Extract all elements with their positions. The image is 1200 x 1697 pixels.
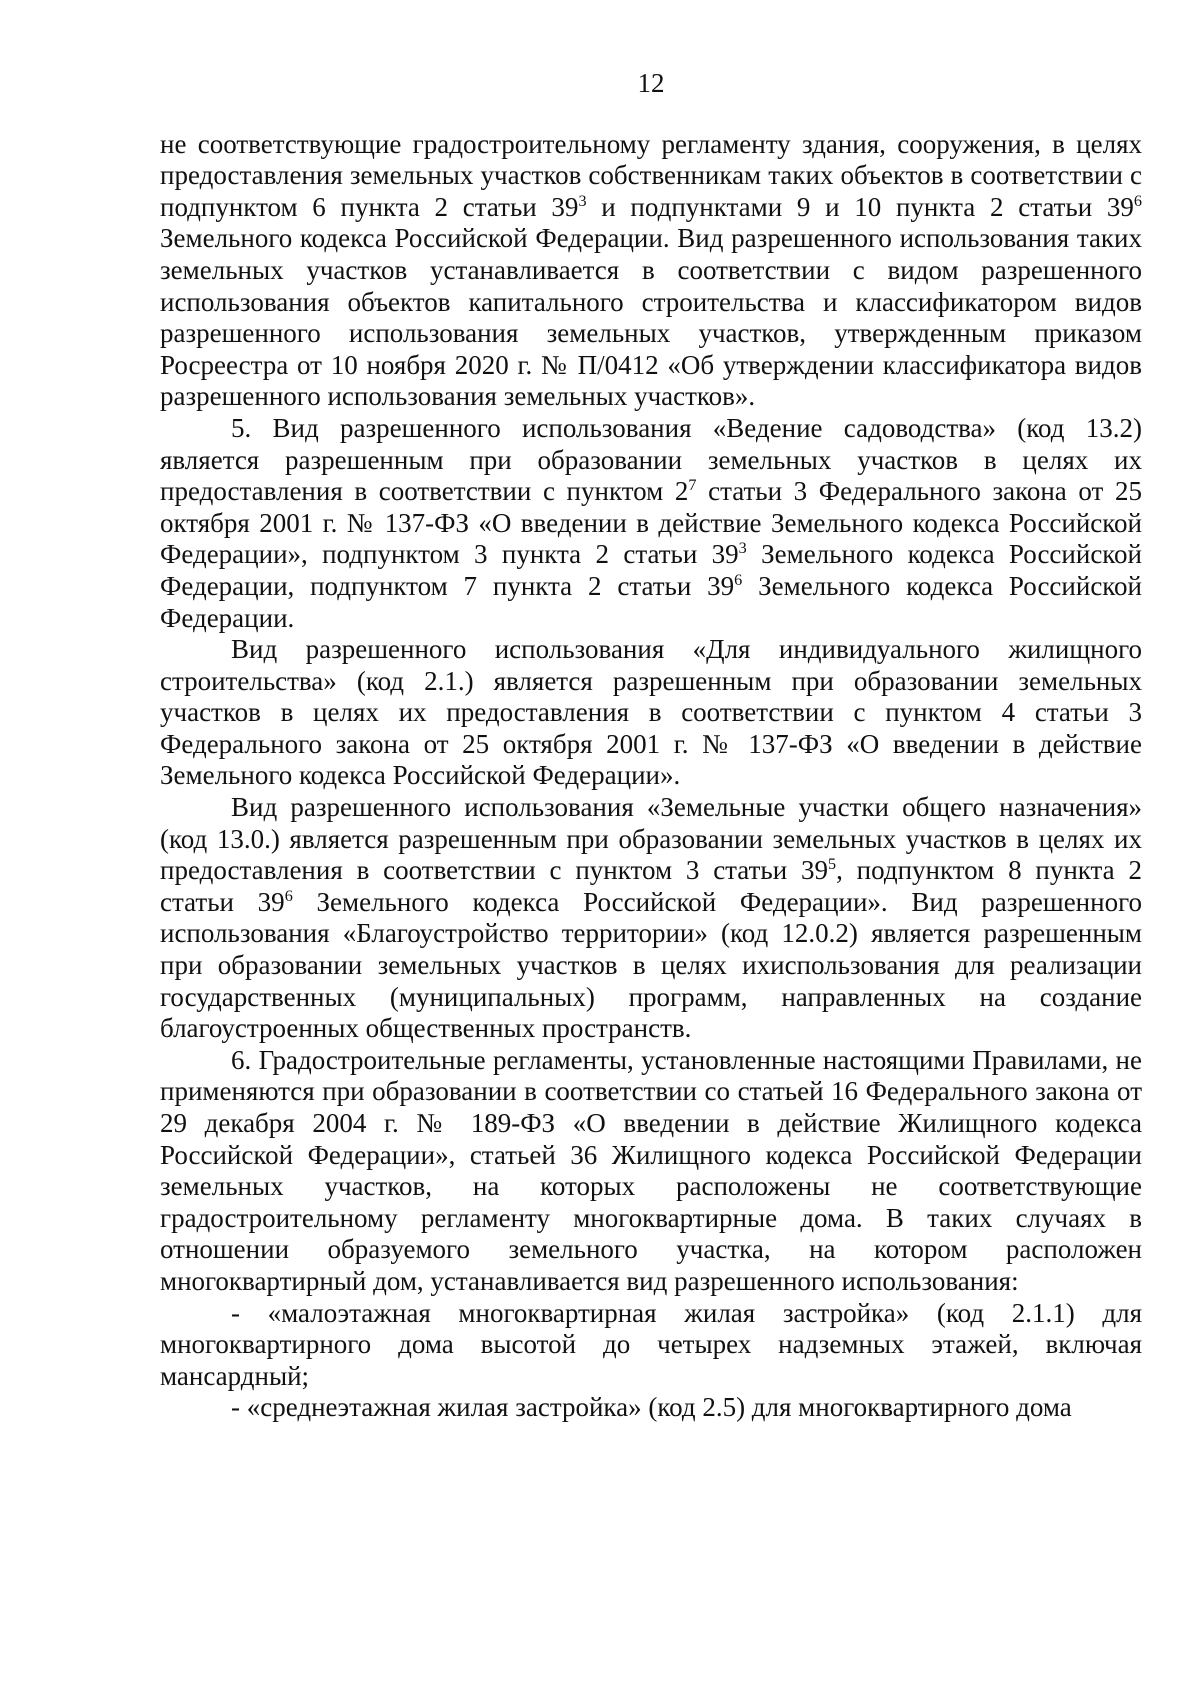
document-body <box>160 129 1142 1424</box>
text-run: - «малоэтажная многоквартирная жилая застройка» (код 2.1.1) для многоквартирного дома высотой до четырех надземных этажей, включая мансардный; <box>160 1297 1142 1391</box>
text-run: Земельного кодекса Российской Федерации. <box>160 570 1142 633</box>
paragraph-intro <box>160 129 1142 413</box>
text-run: 6. Градостроительные регламенты, установленные настоящими Правилами, не применяются при образовании в соответствии со статьей 16 Федерального закона от 29 декабря 2004 г. № 189-ФЗ «О введении в действие Жилищного кодекса Российской Федерации», статьей 36 Жилищного кодекса Российской Федерации земельных участков, на которых расположены не соответствующие градостроительному регламенту многоквартирные дома. В таких случаях в отношении образуемого земельного участка, на котором расположен многоквартирный дом, устанавливается вид разрешенного использования: <box>160 1044 1142 1296</box>
superscript: 6 <box>284 886 293 905</box>
text-run: и подпунктами 9 и 10 пункта 2 статьи 39 <box>586 191 1134 222</box>
page-number: 12 <box>637 68 665 98</box>
text-run: Земельного кодекса Российской Федерации. Вид разрешенного использования таких земельных участков устанавливается в соответствии с видом разрешенного использования объектов капитального строительства и классификатором видов разрешенного использования земельных участков, утвержденным приказом Росреестра от 10 ноября 2020 г. № П/0412 «Об утверждении классификатора видов разрешенного использования земельных участков». <box>160 223 1142 412</box>
text-run: Вид разрешенного использования «Земельные участки общего назначения» (код 13.0.) является разрешенным при образовании земельных участков в целях их предоставления в соответствии с пунктом 3 статьи 39 <box>160 792 1142 886</box>
paragraph-bullet-1 <box>160 1298 1142 1393</box>
superscript: 5 <box>827 855 837 874</box>
superscript: 6 <box>1133 191 1142 210</box>
superscript: 3 <box>738 539 747 558</box>
text-run: Земельного кодекса Российской Федерации». Вид разрешенного использования «Благоустройство территории» (код 12.0.2) является разрешенным при образовании земельных участков в целях ихиспользования для реализации государственных (муниципальных) программ, направленных на создание благоустроенных общественных пространств. <box>160 886 1142 1044</box>
text-run: , подпунктом 8 пункта 2 статьи 39 <box>160 855 1142 917</box>
superscript: 7 <box>688 476 697 495</box>
superscript: 3 <box>578 191 587 210</box>
text-run: 5. Вид разрешенного использования «Ведение садоводства» (код 13.2) является разрешенным при образовании земельных участков в целях их предоставления в соответствии с пунктом 2 <box>160 412 1142 507</box>
paragraph-common-use <box>160 792 1142 1045</box>
paragraph-item-5 <box>160 413 1142 634</box>
paragraph-item-6 <box>160 1045 1142 1298</box>
superscript: 6 <box>734 570 743 589</box>
paragraph-bullet-2 <box>160 1392 1142 1424</box>
text-run: - «среднеэтажная жилая застройка» (код 2.5) для многоквартирного дома <box>231 1392 1072 1423</box>
paragraph-izhs <box>160 634 1142 792</box>
text-run: не соответствующие градостроительному регламенту здания, сооружения, в целях предоставления земельных участков собственникам таких объектов в соответствии с подпунктом 6 пункта 2 статьи 39 <box>160 128 1142 222</box>
text-run: Вид разрешенного использования «Для индивидуального жилищного строительства» (код 2.1.) является разрешенным при образовании земельных участков в целях их предоставления в соответствии с пунктом 4 статьи 3 Федерального закона от 25 октября 2001 г. № 137-ФЗ «О введении в действие Земельного кодекса Российской Федерации». <box>160 634 1142 791</box>
text-run: статьи 3 Федерального закона от 25 октября 2001 г. № 137-ФЗ «О введении в действие Земельного кодекса Российской Федерации», подпунктом 3 пункта 2 статьи 39 <box>160 476 1142 570</box>
text-run: Земельного кодекса Российской Федерации, подпунктом 7 пункта 2 статьи 39 <box>160 539 1142 601</box>
